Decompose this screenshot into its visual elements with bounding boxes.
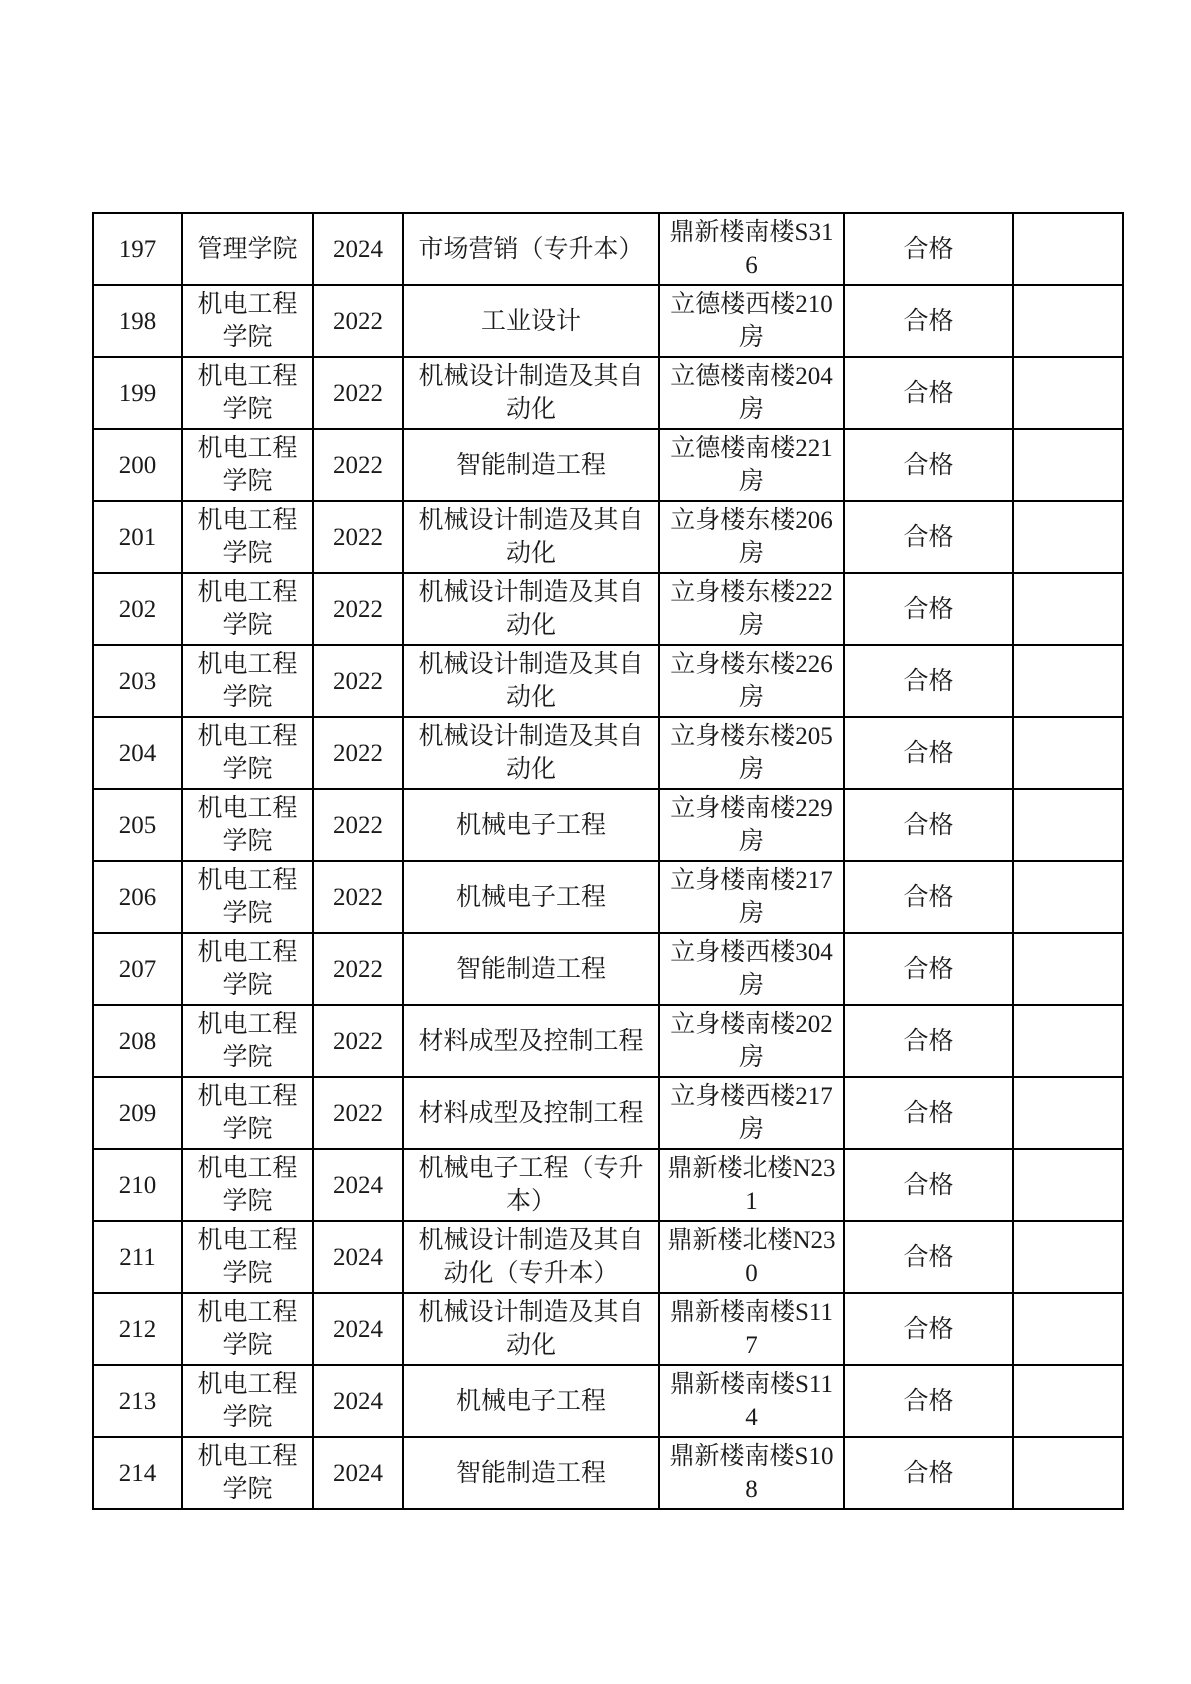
- cell-grade-year: 2022: [313, 573, 403, 645]
- cell-exam-room: 立身楼南楼229房: [659, 789, 844, 861]
- cell-exam-room: 立德楼南楼221房: [659, 429, 844, 501]
- cell-exam-room: 鼎新楼北楼N230: [659, 1221, 844, 1293]
- cell-college-name: 机电工程学院: [182, 1077, 313, 1149]
- cell-result-status: 合格: [844, 933, 1013, 1005]
- cell-grade-year: 2024: [313, 1221, 403, 1293]
- cell-remark-empty: [1013, 1437, 1123, 1509]
- cell-result-status: 合格: [844, 861, 1013, 933]
- cell-result-status: 合格: [844, 285, 1013, 357]
- cell-result-status: 合格: [844, 357, 1013, 429]
- cell-row-number: 212: [93, 1293, 182, 1365]
- cell-remark-empty: [1013, 933, 1123, 1005]
- cell-remark-empty: [1013, 645, 1123, 717]
- cell-remark-empty: [1013, 357, 1123, 429]
- cell-row-number: 208: [93, 1005, 182, 1077]
- cell-college-name: 机电工程学院: [182, 285, 313, 357]
- cell-row-number: 202: [93, 573, 182, 645]
- cell-grade-year: 2024: [313, 1437, 403, 1509]
- cell-result-status: 合格: [844, 501, 1013, 573]
- cell-exam-room: 立身楼东楼206房: [659, 501, 844, 573]
- cell-major-name: 智能制造工程: [403, 933, 659, 1005]
- cell-remark-empty: [1013, 1149, 1123, 1221]
- cell-major-name: 机械电子工程: [403, 789, 659, 861]
- cell-exam-room: 立德楼西楼210房: [659, 285, 844, 357]
- cell-grade-year: 2022: [313, 717, 403, 789]
- table-row: [93, 1437, 1123, 1509]
- cell-grade-year: 2022: [313, 1077, 403, 1149]
- cell-major-name: 智能制造工程: [403, 429, 659, 501]
- cell-college-name: 机电工程学院: [182, 1149, 313, 1221]
- cell-major-name: 机械电子工程: [403, 861, 659, 933]
- cell-result-status: 合格: [844, 573, 1013, 645]
- cell-remark-empty: [1013, 1293, 1123, 1365]
- cell-remark-empty: [1013, 573, 1123, 645]
- cell-major-name: 机械设计制造及其自动化: [403, 645, 659, 717]
- cell-exam-room: 鼎新楼南楼S108: [659, 1437, 844, 1509]
- cell-result-status: 合格: [844, 1365, 1013, 1437]
- cell-result-status: 合格: [844, 1077, 1013, 1149]
- cell-remark-empty: [1013, 789, 1123, 861]
- cell-college-name: 机电工程学院: [182, 429, 313, 501]
- cell-college-name: 机电工程学院: [182, 1365, 313, 1437]
- cell-college-name: 机电工程学院: [182, 789, 313, 861]
- cell-remark-empty: [1013, 285, 1123, 357]
- exam-room-table: [92, 212, 1124, 1510]
- table-row: [93, 1005, 1123, 1077]
- table-row: [93, 933, 1123, 1005]
- cell-major-name: 机械设计制造及其自动化: [403, 357, 659, 429]
- cell-result-status: 合格: [844, 429, 1013, 501]
- cell-exam-room: 鼎新楼北楼N231: [659, 1149, 844, 1221]
- cell-major-name: 机械设计制造及其自动化（专升本）: [403, 1221, 659, 1293]
- cell-remark-empty: [1013, 1077, 1123, 1149]
- exam-table-body: [93, 213, 1123, 1509]
- cell-grade-year: 2022: [313, 645, 403, 717]
- cell-grade-year: 2022: [313, 501, 403, 573]
- cell-grade-year: 2024: [313, 1293, 403, 1365]
- cell-college-name: 机电工程学院: [182, 861, 313, 933]
- cell-row-number: 211: [93, 1221, 182, 1293]
- table-row: [93, 357, 1123, 429]
- cell-college-name: 机电工程学院: [182, 501, 313, 573]
- cell-remark-empty: [1013, 1005, 1123, 1077]
- cell-result-status: 合格: [844, 717, 1013, 789]
- cell-major-name: 智能制造工程: [403, 1437, 659, 1509]
- cell-result-status: 合格: [844, 213, 1013, 285]
- cell-grade-year: 2024: [313, 1149, 403, 1221]
- cell-row-number: 210: [93, 1149, 182, 1221]
- cell-major-name: 机械电子工程: [403, 1365, 659, 1437]
- cell-college-name: 机电工程学院: [182, 933, 313, 1005]
- cell-row-number: 200: [93, 429, 182, 501]
- cell-grade-year: 2024: [313, 1365, 403, 1437]
- cell-grade-year: 2022: [313, 789, 403, 861]
- cell-row-number: 214: [93, 1437, 182, 1509]
- cell-exam-room: 立德楼南楼204房: [659, 357, 844, 429]
- cell-exam-room: 鼎新楼南楼S117: [659, 1293, 844, 1365]
- cell-exam-room: 立身楼南楼202房: [659, 1005, 844, 1077]
- cell-college-name: 机电工程学院: [182, 1221, 313, 1293]
- cell-exam-room: 立身楼东楼226房: [659, 645, 844, 717]
- table-row: [93, 213, 1123, 285]
- cell-major-name: 机械设计制造及其自动化: [403, 573, 659, 645]
- table-row: [93, 645, 1123, 717]
- cell-grade-year: 2022: [313, 285, 403, 357]
- cell-grade-year: 2022: [313, 1005, 403, 1077]
- cell-major-name: 工业设计: [403, 285, 659, 357]
- cell-grade-year: 2022: [313, 429, 403, 501]
- cell-exam-room: 立身楼东楼222房: [659, 573, 844, 645]
- cell-college-name: 机电工程学院: [182, 1005, 313, 1077]
- cell-result-status: 合格: [844, 1437, 1013, 1509]
- cell-result-status: 合格: [844, 645, 1013, 717]
- cell-exam-room: 鼎新楼南楼S316: [659, 213, 844, 285]
- cell-remark-empty: [1013, 213, 1123, 285]
- cell-college-name: 机电工程学院: [182, 1293, 313, 1365]
- cell-college-name: 机电工程学院: [182, 357, 313, 429]
- cell-row-number: 205: [93, 789, 182, 861]
- cell-college-name: 管理学院: [182, 213, 313, 285]
- cell-exam-room: 立身楼西楼217房: [659, 1077, 844, 1149]
- cell-major-name: 机械设计制造及其自动化: [403, 501, 659, 573]
- cell-row-number: 206: [93, 861, 182, 933]
- cell-major-name: 市场营销（专升本）: [403, 213, 659, 285]
- table-row: [93, 429, 1123, 501]
- cell-row-number: 204: [93, 717, 182, 789]
- cell-grade-year: 2022: [313, 357, 403, 429]
- cell-exam-room: 立身楼南楼217房: [659, 861, 844, 933]
- table-row: [93, 789, 1123, 861]
- table-row: [93, 1077, 1123, 1149]
- table-row: [93, 573, 1123, 645]
- cell-grade-year: 2022: [313, 861, 403, 933]
- table-row: [93, 861, 1123, 933]
- table-row: [93, 1221, 1123, 1293]
- cell-college-name: 机电工程学院: [182, 1437, 313, 1509]
- cell-row-number: 213: [93, 1365, 182, 1437]
- cell-grade-year: 2022: [313, 933, 403, 1005]
- table-row: [93, 285, 1123, 357]
- cell-exam-room: 立身楼东楼205房: [659, 717, 844, 789]
- cell-row-number: 201: [93, 501, 182, 573]
- table-row: [93, 1149, 1123, 1221]
- cell-row-number: 207: [93, 933, 182, 1005]
- cell-row-number: 198: [93, 285, 182, 357]
- table-row: [93, 1365, 1123, 1437]
- cell-major-name: 机械设计制造及其自动化: [403, 717, 659, 789]
- cell-row-number: 209: [93, 1077, 182, 1149]
- cell-major-name: 机械设计制造及其自动化: [403, 1293, 659, 1365]
- cell-major-name: 机械电子工程（专升本）: [403, 1149, 659, 1221]
- cell-result-status: 合格: [844, 789, 1013, 861]
- cell-remark-empty: [1013, 1221, 1123, 1293]
- cell-exam-room: 鼎新楼南楼S114: [659, 1365, 844, 1437]
- cell-remark-empty: [1013, 717, 1123, 789]
- cell-remark-empty: [1013, 861, 1123, 933]
- cell-college-name: 机电工程学院: [182, 717, 313, 789]
- table-row: [93, 1293, 1123, 1365]
- cell-grade-year: 2024: [313, 213, 403, 285]
- cell-college-name: 机电工程学院: [182, 645, 313, 717]
- cell-major-name: 材料成型及控制工程: [403, 1005, 659, 1077]
- cell-row-number: 203: [93, 645, 182, 717]
- cell-result-status: 合格: [844, 1221, 1013, 1293]
- cell-major-name: 材料成型及控制工程: [403, 1077, 659, 1149]
- cell-remark-empty: [1013, 501, 1123, 573]
- cell-exam-room: 立身楼西楼304房: [659, 933, 844, 1005]
- cell-college-name: 机电工程学院: [182, 573, 313, 645]
- table-row: [93, 717, 1123, 789]
- cell-remark-empty: [1013, 1365, 1123, 1437]
- cell-remark-empty: [1013, 429, 1123, 501]
- cell-row-number: 197: [93, 213, 182, 285]
- cell-result-status: 合格: [844, 1005, 1013, 1077]
- cell-result-status: 合格: [844, 1149, 1013, 1221]
- cell-result-status: 合格: [844, 1293, 1013, 1365]
- table-row: [93, 501, 1123, 573]
- cell-row-number: 199: [93, 357, 182, 429]
